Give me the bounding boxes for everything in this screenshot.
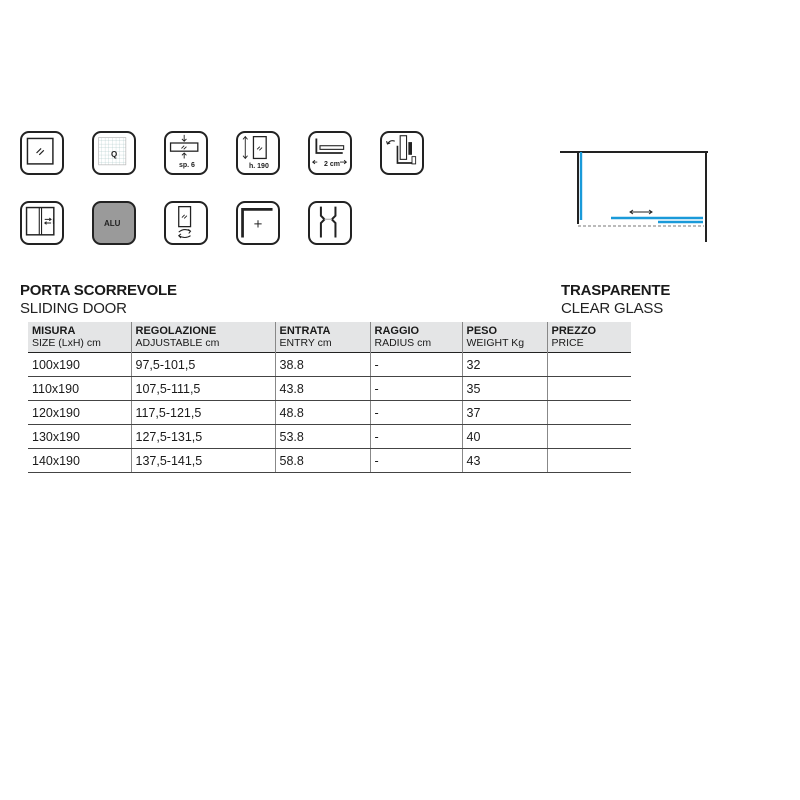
cell-adjustable: 97,5-101,5 (131, 353, 275, 377)
table-row (28, 449, 631, 473)
cell-entry: 58.8 (275, 449, 370, 473)
cell-radius: - (370, 353, 462, 377)
hinge-profile-icon (308, 201, 352, 245)
layout-diagram (556, 146, 716, 246)
cell-size: 100x190 (28, 353, 131, 377)
table-header-row (28, 322, 631, 353)
cell-adjustable: 107,5-111,5 (131, 377, 275, 401)
height-icon (236, 131, 280, 175)
cell-price (547, 449, 631, 473)
cell-price (547, 377, 631, 401)
cell-weight: 32 (462, 353, 547, 377)
cell-radius: - (370, 401, 462, 425)
header-radius: RAGGIO RADIUS cm (370, 322, 462, 353)
product-type-it: PORTA SCORREVOLE (20, 282, 177, 299)
header-price: PREZZO PRICE (547, 322, 631, 353)
table-row (28, 353, 631, 377)
header-weight: PESO WEIGHT Kg (462, 322, 547, 353)
cell-price (547, 353, 631, 377)
cell-adjustable: 127,5-131,5 (131, 425, 275, 449)
cell-size: 110x190 (28, 377, 131, 401)
cell-radius: - (370, 377, 462, 401)
cell-entry: 53.8 (275, 425, 370, 449)
glass-thickness-icon (164, 131, 208, 175)
glass-type-it: TRASPARENTE (561, 282, 671, 299)
cell-size: 140x190 (28, 449, 131, 473)
table-row (28, 425, 631, 449)
cell-weight: 43 (462, 449, 547, 473)
aluminium-finish-icon (92, 201, 136, 245)
handle-opening-icon (380, 131, 424, 175)
finish-label: ALU (104, 219, 121, 228)
cell-entry: 43.8 (275, 377, 370, 401)
glass-panel-icon (20, 131, 64, 175)
cell-size: 120x190 (28, 401, 131, 425)
table-row (28, 377, 631, 401)
corner-extension-icon (236, 201, 280, 245)
shape-label: Q (111, 150, 118, 159)
cell-entry: 38.8 (275, 353, 370, 377)
glass-type-en: CLEAR GLASS (561, 300, 664, 317)
cell-price (547, 425, 631, 449)
profile-width-icon (308, 131, 352, 175)
cell-entry: 48.8 (275, 401, 370, 425)
cell-radius: - (370, 449, 462, 473)
square-shape-icon (92, 131, 136, 175)
table-row (28, 401, 631, 425)
cell-adjustable: 137,5-141,5 (131, 449, 275, 473)
product-type-en: SLIDING DOOR (20, 300, 127, 317)
cell-size: 130x190 (28, 425, 131, 449)
cell-adjustable: 117,5-121,5 (131, 401, 275, 425)
spec-table (28, 322, 631, 473)
thickness-label: sp. 6 (179, 162, 195, 169)
sliding-door-icon (20, 201, 64, 245)
cell-radius: - (370, 425, 462, 449)
reversible-glass-icon (164, 201, 208, 245)
cell-price (547, 401, 631, 425)
profile-width-label: 2 cm (324, 161, 340, 168)
header-adjustable: REGOLAZIONE ADJUSTABLE cm (131, 322, 275, 353)
header-entry: ENTRATA ENTRY cm (275, 322, 370, 353)
cell-weight: 37 (462, 401, 547, 425)
height-label: h. 190 (249, 163, 269, 170)
cell-weight: 35 (462, 377, 547, 401)
header-size: MISURA SIZE (LxH) cm (28, 322, 131, 353)
cell-weight: 40 (462, 425, 547, 449)
